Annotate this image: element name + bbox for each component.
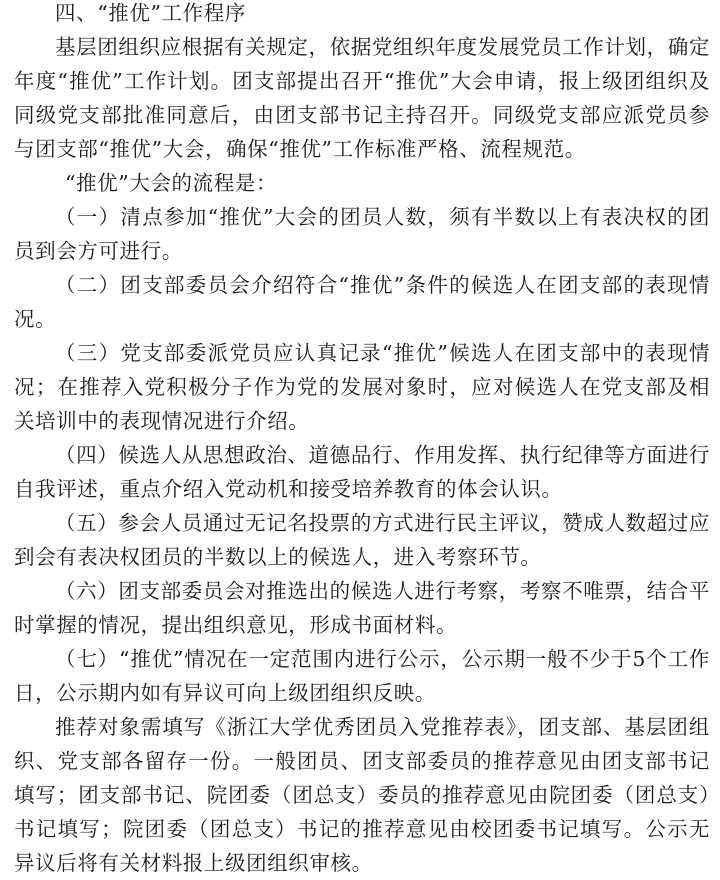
section-heading: 四、“推优”工作程序 — [55, 1, 246, 25]
paragraph-step-6: （六）团支部委员会对推选出的候选人进行考察，考察不唯票，结合平时掌握的情况，提出组织意见，形成书面材料。 — [14, 579, 710, 637]
paragraph-recommendation-form: 推荐对象需填写《浙江大学优秀团员入党推荐表》，团支部、基层团组织、党支部各留存一份。一般团员、团支部委员的推荐意见由团支部书记填写；团支部书记、院团委（团总支）委员的推荐意见由院团委（团总支）书记填写；院团委（团总支）书记的推荐意见由校团委书记填写。公示无异议后将有关材料报上级团组织审核。 — [14, 715, 710, 875]
paragraph-step-5: （五）参会人员通过无记名投票的方式进行民主评议，赞成人数超过应到会有表决权团员的半数以上的候选人，进入考察环节。 — [14, 511, 710, 569]
paragraph-process-lead: “推优”大会的流程是： — [65, 171, 278, 195]
paragraph-step-7: （七）“推优”情况在一定范围内进行公示，公示期一般不少于5个工作日，公示期内如有异议可向上级团组织反映。 — [14, 647, 710, 705]
paragraph-step-2: （二）团支部委员会介绍符合“推优”条件的候选人在团支部的表现情况。 — [14, 273, 710, 331]
paragraph-step-4: （四）候选人从思想政治、道德品行、作用发挥、执行纪律等方面进行自我评述，重点介绍入党动机和接受培养教育的体会认识。 — [14, 443, 710, 501]
paragraph-step-1: （一）清点参加“推优”大会的团员人数，须有半数以上有表决权的团员到会方可进行。 — [14, 205, 710, 263]
paragraph-intro: 基层团组织应根据有关规定，依据党组织年度发展党员工作计划，确定年度“推优”工作计划。团支部提出召开“推优”大会申请，报上级团组织及同级党支部批准同意后，由团支部书记主持召开。同级党支部应派党员参与团支部“推优”大会，确保“推优”工作标准严格、流程规范。 — [14, 35, 710, 161]
document-body — [14, 0, 710, 880]
paragraph-step-3: （三）党支部委派党员应认真记录“推优”候选人在团支部中的表现情况；在推荐入党积极分子作为党的发展对象时，应对候选人在党支部及相关培训中的表现情况进行介绍。 — [14, 341, 710, 433]
